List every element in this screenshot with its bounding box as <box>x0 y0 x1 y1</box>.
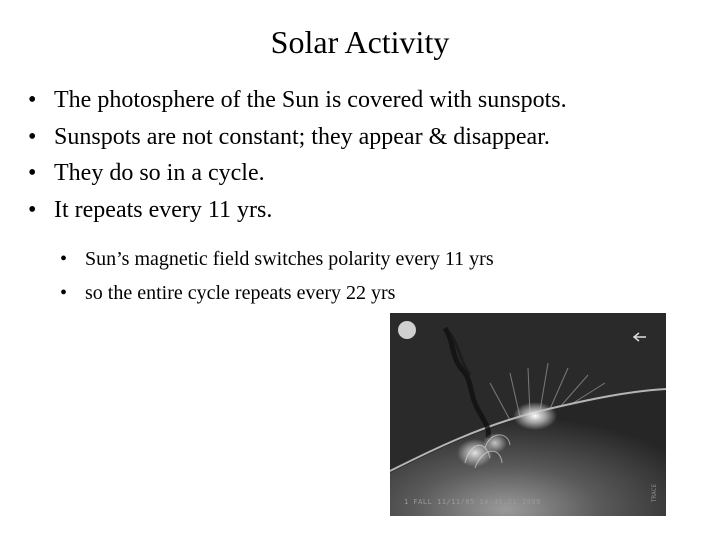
sub-bullet-text: so the entire cycle repeats every 22 yrs <box>85 282 396 304</box>
image-side-label: TRACE <box>651 483 658 502</box>
bullet-text: They do so in a cycle. <box>54 160 265 186</box>
bullet-dot: • <box>60 248 68 270</box>
instrument-logo-icon <box>398 321 416 339</box>
bullet-text: It repeats every 11 yrs. <box>54 196 273 223</box>
solar-image <box>390 313 666 516</box>
bullet-text: Sunspots are not constant; they appear & disappear. <box>54 123 550 150</box>
sub-bullet-list <box>60 242 494 310</box>
bullet-item <box>28 192 567 229</box>
bullet-item <box>28 82 567 119</box>
bullet-item <box>28 119 567 156</box>
sub-bullet-item <box>60 276 494 310</box>
image-timestamp: 1 FALL 11/11/05 14:45:21 1999 <box>404 498 541 506</box>
slide-title: Solar Activity <box>270 24 450 60</box>
bullet-dot: • <box>60 282 68 304</box>
solar-corona-drawing <box>390 313 666 516</box>
sub-bullet-text: Sun’s magnetic field switches polarity every 11 yrs <box>85 248 494 270</box>
bullet-dot: • <box>28 196 37 223</box>
bullet-dot: • <box>28 160 37 186</box>
bullet-item <box>28 155 567 192</box>
bullet-dot: • <box>28 87 37 113</box>
bullet-text: The photosphere of the Sun is covered with sunspots. <box>54 87 567 113</box>
bullet-dot: • <box>28 123 37 150</box>
bullet-list <box>28 82 567 228</box>
sub-bullet-item <box>60 242 494 276</box>
